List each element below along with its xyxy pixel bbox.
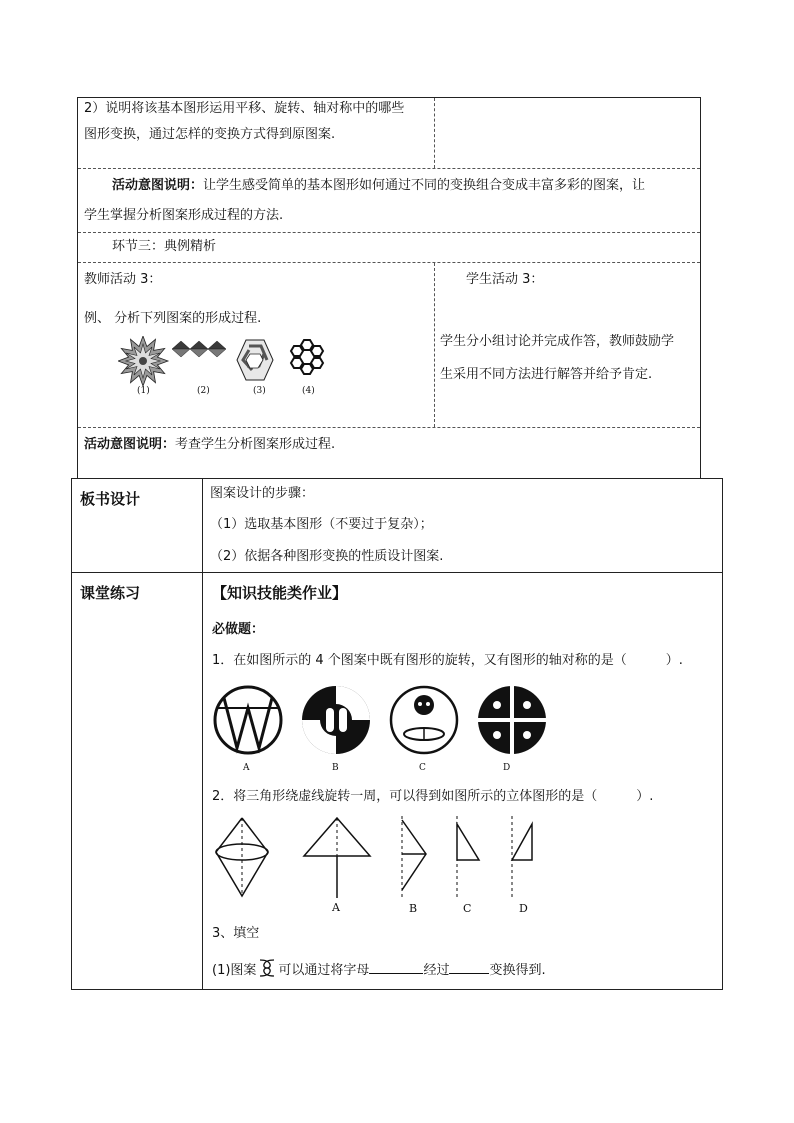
fig-label-3: (3) [253,386,266,396]
intent-2 [84,436,335,454]
outer-right-border [722,478,723,990]
board-line-1: 图案设计的步骤： [210,486,315,501]
student-activity-line-1: 学生分小组讨论并完成作答，教师鼓励学 [440,334,675,349]
practice-heading: 【知识技能类作业】 [212,584,348,602]
s-curve-pattern-icon [256,958,278,978]
rule-after-row1 [78,168,700,169]
question-1: 1．在如图所示的 4 个图案中既有图形的旋转，又有图形的轴对称的是（ ）. [212,653,683,668]
question-3: 3、填空 [212,926,260,941]
outer-top-border [71,478,723,479]
board-line-3: （2）依据各种图形变换的性质设计图案. [210,549,444,564]
option-b-swirl-icon [302,686,370,754]
double-cone-icon [216,818,268,896]
q3-part-3: 经过 [423,963,450,978]
step-line-1: 2）说明将该基本图形运用平移、旋转、轴对称中的哪些 [84,101,405,116]
student-activity-title: 学生活动 3： [466,272,544,287]
step-line-2: 图形变换，通过怎样的变换方式得到原图案. [84,127,336,142]
q2-figures [212,814,552,904]
question-2: 2．将三角形绕虚线旋转一周，可以得到如图所示的立体图形的是（ ）. [212,789,654,804]
section-3-title: 环节三：典例精析 [112,239,217,254]
must-do-label: 必做题： [212,622,265,637]
option-c-face-icon [391,687,457,753]
q1-label-a: A [243,763,250,773]
option-d-triangle-icon [512,816,532,900]
intent-1 [112,177,645,195]
student-activity-line-2: 生采用不同方法进行解答并给予肯定. [440,367,653,382]
q1-label-b: B [332,763,339,773]
outer-bottom-border [71,989,723,990]
q1-label-d: D [503,763,511,773]
q3-part-4: 变换得到. [489,963,546,978]
board-row-bottom [71,572,723,573]
divider-row1 [434,98,435,168]
q1-label-c: C [419,763,426,773]
intent-1-text: 让学生感受简单的基本图形如何通过不同的变换组合变成丰富多彩的图案，让 [203,178,646,193]
example-text: 例、 分析下列图案的形成过程. [84,311,262,326]
q3-part-2: 可以通过将字母 [278,963,370,978]
divider-activities [434,263,435,427]
rule-after-section3 [78,262,700,263]
inner-top-border [77,97,701,98]
fig-label-2: (2) [197,386,210,396]
q3-blank-2[interactable] [449,960,489,974]
inner-right-border [700,97,701,478]
intent-1-line-2: 学生掌握分析图案形成过程的方法. [84,208,284,223]
intent-2-label: 活动意图说明： [84,437,176,452]
intent-2-text: 考查学生分析图案形成过程. [175,437,336,452]
practice-label: 课堂练习 [80,584,141,602]
hexagon-ring-icon [291,340,323,374]
q1-figures [212,684,552,756]
board-line-2: （1）选取基本图形（不要过于复杂）； [210,517,433,532]
q2-label-a: A [332,901,340,914]
q2-label-d: D [519,902,528,915]
fig-label-4: (4) [302,386,315,396]
q2-label-c: C [463,902,472,915]
option-b-triangle-icon [402,816,426,900]
label-column-divider [202,478,203,990]
teacher-activity-title: 教师活动 3： [84,272,162,287]
hexagon-spiral-icon [237,340,273,380]
fig-label-1: (1) [137,386,150,396]
rhombus-pattern-icon [172,341,226,357]
q2-label-b: B [409,902,418,915]
board-label: 板书设计 [80,490,141,508]
rule-after-activities [78,427,700,428]
question-3-fill [212,958,546,980]
inner-left-border [77,97,78,478]
option-c-triangle-icon [457,816,479,900]
rule-after-intent1 [78,232,700,233]
q3-part-1: (1)图案 [212,963,257,978]
option-a-vw-circle-icon [215,687,281,753]
outer-left-border [71,478,72,990]
flower-pattern-icon [118,336,168,386]
option-d-quad-icon [476,686,548,754]
option-a-triangle-icon [304,818,370,898]
q3-blank-1[interactable] [369,960,423,974]
intent-1-label: 活动意图说明： [112,178,204,193]
